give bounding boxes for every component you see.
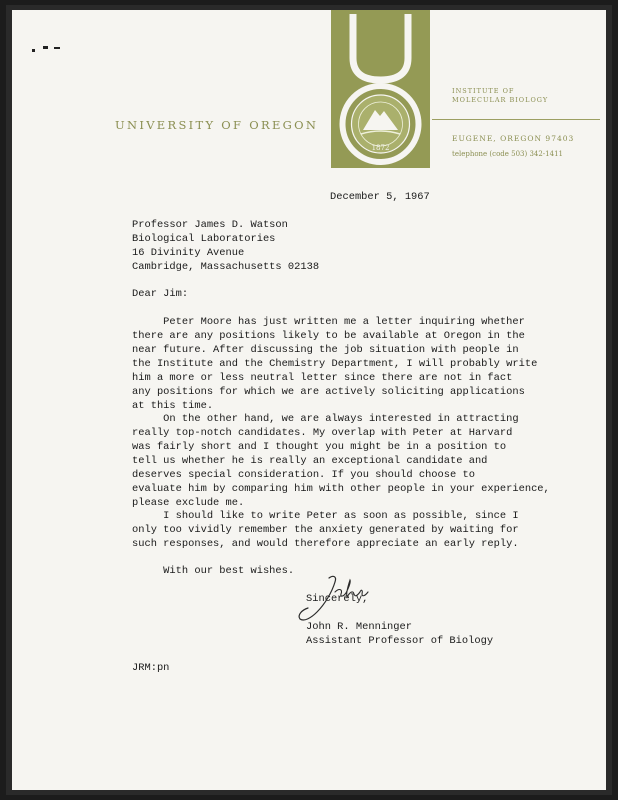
paragraph-1-line: at this time. [132, 400, 214, 412]
paragraph-3-line: only too vividly remember the anxiety generated by waiting for [132, 524, 519, 536]
salutation: Dear Jim: [132, 288, 189, 300]
paragraph-2-line: deserves special consideration. If you should choose to [132, 469, 475, 481]
recipient-line: Professor James D. Watson [132, 219, 288, 231]
paragraph-2-line: evaluate him by comparing him with other people in your experience, [132, 483, 550, 495]
paragraph-2-line: On the other hand, we are always interested in attracting [132, 413, 519, 425]
paragraph-1-line: the Institute and the Chemistry Department, I will probably write [132, 358, 538, 370]
letter-date: December 5, 1967 [330, 191, 430, 203]
paragraph-2-line: really top-notch candidates. My overlap with Peter at Harvard [132, 427, 513, 439]
valediction: Sincerely, [306, 593, 369, 605]
letter-page [12, 10, 606, 790]
institute-name [452, 87, 548, 105]
paragraph-3-line: I should like to write Peter as soon as possible, since I [132, 510, 519, 522]
paragraph-1-line: him a more or less neutral letter since there are not in fact [132, 372, 513, 384]
seal-year: 1872 [371, 144, 390, 152]
ink-speck [32, 49, 35, 52]
paragraph-1-line: Peter Moore has just written me a letter inquiring whether [132, 316, 525, 328]
paragraph-2-line: tell us whether he is really an exceptional candidate and [132, 455, 488, 467]
institute-line-2: MOLECULAR BIOLOGY [452, 96, 549, 104]
paragraph-1-line: there are any positions likely to be available at Oregon in the [132, 330, 525, 342]
university-logo [331, 10, 430, 168]
paragraph-2-line: please exclude me. [132, 497, 245, 509]
reference-initials: JRM:pn [132, 662, 170, 674]
signer-name: John R. Menninger [306, 621, 413, 633]
ink-speck [43, 46, 48, 49]
recipient-line: 16 Divinity Avenue [132, 247, 245, 259]
recipient-line: Cambridge, Massachusetts 02138 [132, 261, 320, 273]
closing-line: With our best wishes. [132, 565, 295, 577]
paragraph-3-line: such responses, and would therefore appreciate an early reply. [132, 538, 519, 550]
paragraph-2-line: was fairly short and I thought you might be in a position to [132, 441, 507, 453]
ink-speck [54, 47, 60, 49]
recipient-line: Biological Laboratories [132, 233, 276, 245]
institute-telephone: telephone (code 503) 342-1411 [452, 150, 563, 158]
paragraph-1-line: near future. After discussing the job situation with people in [132, 344, 519, 356]
institute-line-1: INSTITUTE OF [452, 87, 515, 95]
signer-title: Assistant Professor of Biology [306, 635, 494, 647]
institute-city: EUGENE, OREGON 97403 [452, 134, 575, 143]
letterhead-rule [432, 119, 600, 120]
paragraph-1-line: any positions for which we are actively soliciting applications [132, 386, 525, 398]
university-name: UNIVERSITY OF OREGON [115, 118, 319, 132]
